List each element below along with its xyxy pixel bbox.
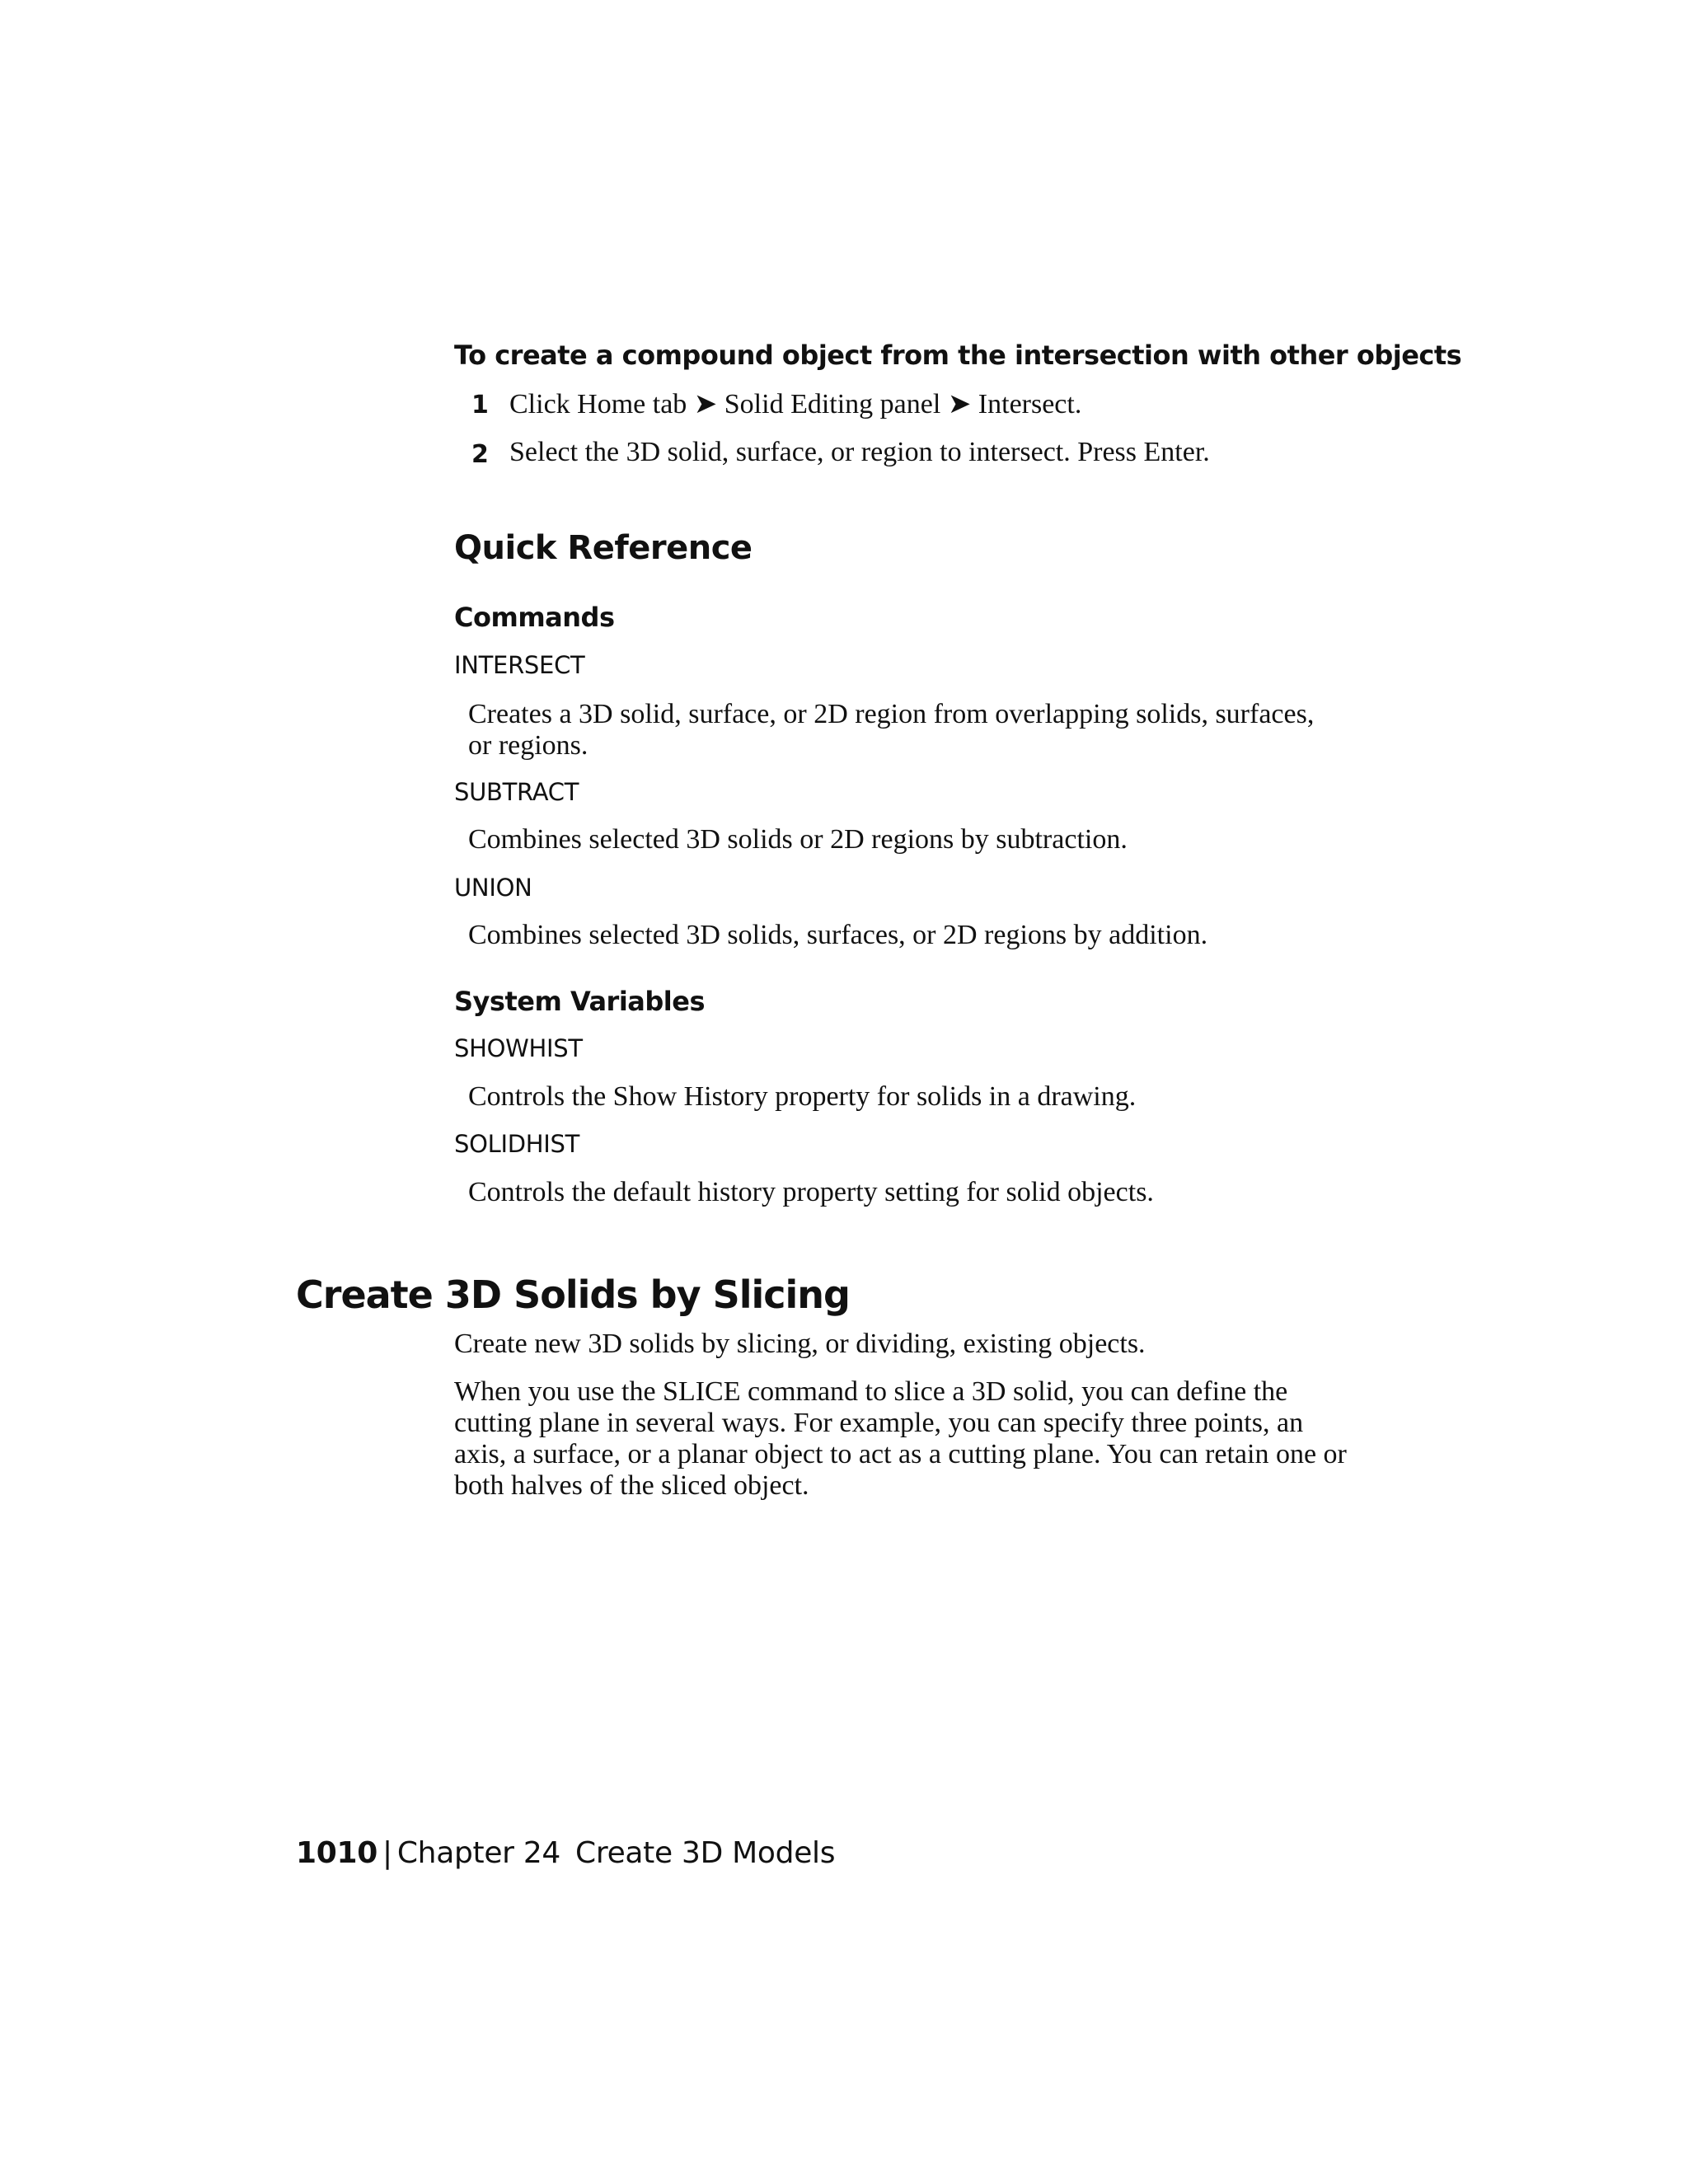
- system-variable-description: Controls the Show History property for solids in a drawing.: [468, 1081, 1137, 1112]
- page-number: 1010: [296, 1836, 377, 1870]
- system-variable-description: Controls the default history property setting for solid objects.: [468, 1177, 1154, 1207]
- section-body-paragraph: When you use the SLICE command to slice a 3D solid, you can define the cutting plane in several ways. For example, you can specify three points, an axis, a surface, or a planar object to act as a cutting plane. You can retain one or both halves of the sliced object.: [454, 1376, 1347, 1501]
- command-name: INTERSECT: [454, 651, 585, 679]
- command-description: Combines selected 3D solids, surfaces, or 2D regions by addition.: [468, 920, 1208, 950]
- step-number: 1: [471, 391, 489, 419]
- command-name: SUBTRACT: [454, 778, 579, 806]
- command-description: Combines selected 3D solids or 2D regions by subtraction.: [468, 824, 1128, 855]
- chapter-title: Create 3D Models: [575, 1836, 836, 1870]
- system-variable-name: SHOWHIST: [454, 1034, 583, 1062]
- section-title: Create 3D Solids by Slicing: [296, 1272, 850, 1317]
- step-text: Select the 3D solid, surface, or region to intersect. Press Enter.: [509, 437, 1210, 467]
- step-text: Click Home tab ➤ Solid Editing panel ➤ Intersect.: [509, 389, 1082, 419]
- system-variables-heading: System Variables: [454, 986, 706, 1017]
- procedure-heading: To create a compound object from the intersection with other objects: [454, 340, 1462, 371]
- commands-heading: Commands: [454, 602, 615, 633]
- quick-reference-title: Quick Reference: [454, 529, 753, 567]
- footer-separator: |: [382, 1836, 392, 1870]
- chapter-label: Chapter 24: [396, 1836, 561, 1870]
- page-footer: [296, 1836, 835, 1870]
- system-variable-name: SOLIDHIST: [454, 1130, 580, 1158]
- section-intro-paragraph: Create new 3D solids by slicing, or dividing, existing objects.: [454, 1329, 1146, 1359]
- step-number: 2: [471, 440, 489, 469]
- command-description: Creates a 3D solid, surface, or 2D region from overlapping solids, surfaces, or regions.: [468, 699, 1315, 761]
- command-name: UNION: [454, 874, 532, 902]
